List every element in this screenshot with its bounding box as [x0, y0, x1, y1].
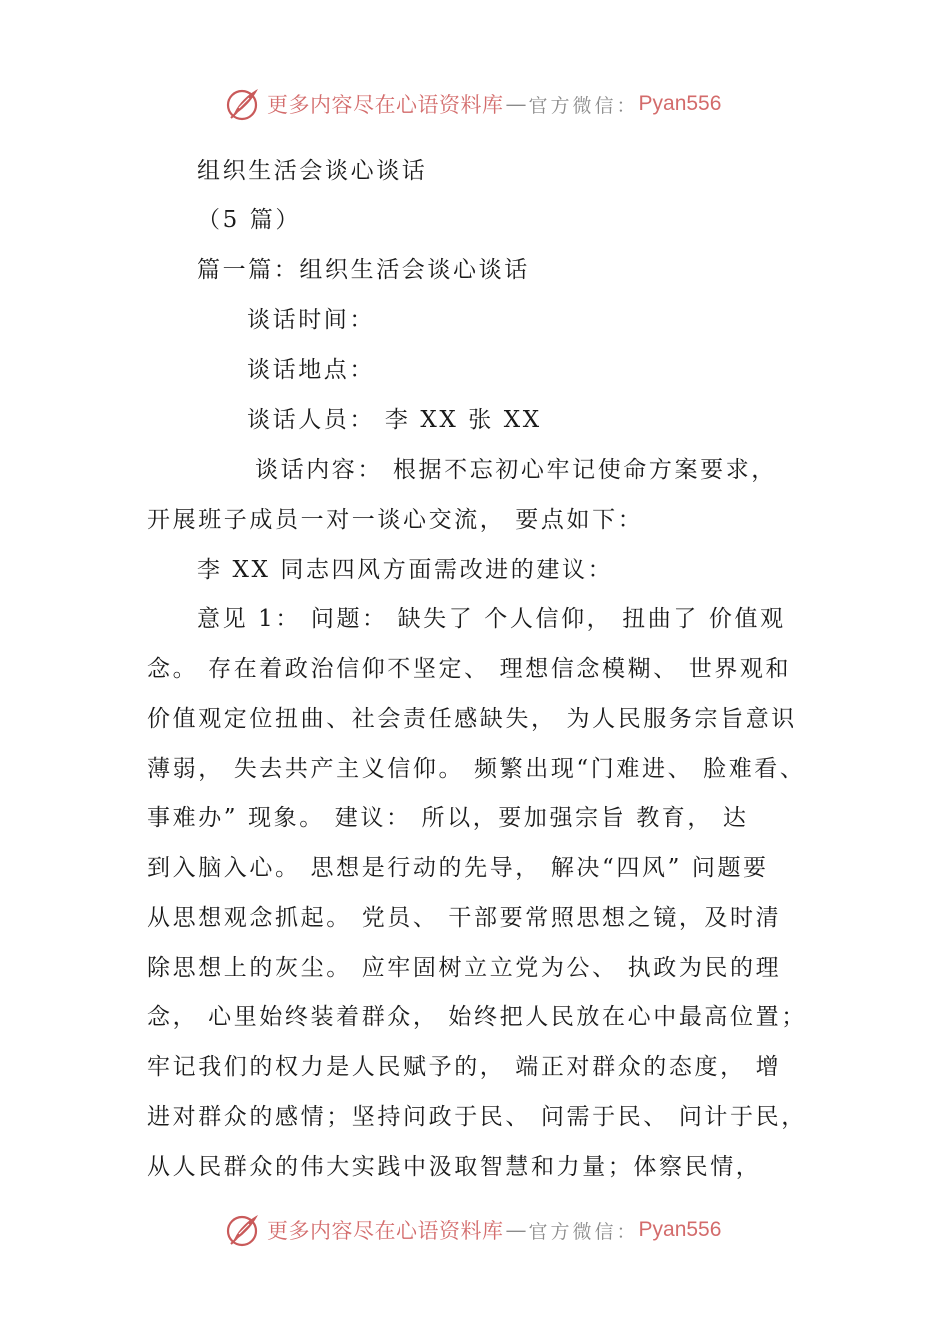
- quill-logo-icon: [225, 86, 261, 122]
- paragraph-line: 进对群众的感情；坚持问政于民、 问需于民、 问计于民，: [147, 1104, 807, 1130]
- paragraph-line: 从人民群众的伟大实践中汲取智慧和力量；体察民情，: [147, 1154, 762, 1180]
- document-title: 组织生活会谈心谈话: [197, 158, 428, 184]
- paragraph-line: 李 XX 同志四风方面需改进的建议：: [197, 557, 614, 583]
- document-count: （5 篇）: [197, 207, 301, 233]
- paragraph-line: 开展班子成员一对一谈心交流， 要点如下：: [147, 507, 644, 533]
- paragraph-line: 除思想上的灰尘。 应牢固树立立党为公、 执政为民的理: [147, 955, 782, 981]
- paragraph-line: 价值观定位扭曲、社会责任感缺失， 为人民服务宗旨意识: [147, 706, 797, 732]
- quill-logo-icon: [225, 1212, 261, 1248]
- watermark-site-text: 更多内容尽在心语资料库: [267, 93, 504, 117]
- watermark-separator: —: [505, 1218, 527, 1242]
- watermark-wechat-id: Pyan556: [638, 1218, 722, 1241]
- paragraph-line: 念， 心里始终装着群众， 始终把人民放在心中最高位置；: [147, 1004, 807, 1030]
- section-heading: 篇一篇：组织生活会谈心谈话: [197, 257, 530, 283]
- place-label: 谈话地点：: [247, 357, 375, 383]
- paragraph-line: 意见 1： 问题： 缺失了 个人信仰， 扭曲了 价值观: [197, 606, 786, 632]
- paragraph-line: 到入脑入心。 思想是行动的先导， 解决“四风” 问题要: [147, 855, 769, 881]
- time-label: 谈话时间：: [247, 307, 375, 333]
- paragraph-line: 牢记我们的权力是人民赋予的， 端正对群众的态度， 增: [147, 1054, 782, 1080]
- watermark-wechat-id: Pyan556: [638, 92, 722, 115]
- paragraph-line: 谈话内容： 根据不忘初心牢记使命方案要求，: [255, 457, 777, 483]
- people-label: 谈话人员： 李 XX 张 XX: [247, 407, 542, 433]
- paragraph-line: 念。 存在着政治信仰不坚定、 理想信念模糊、 世界观和: [147, 656, 792, 682]
- watermark-official-label: 官方微信：: [528, 94, 639, 117]
- paragraph-line: 从思想观念抓起。 党员、 干部要常照思想之镜，及时清: [147, 905, 782, 931]
- paragraph-line: 事难办” 现象。 建议： 所以，要加强宗旨 教育， 达: [147, 805, 749, 831]
- watermark-official-label: 官方微信：: [528, 1220, 639, 1243]
- watermark-site-text: 更多内容尽在心语资料库: [267, 1219, 504, 1243]
- paragraph-line: 薄弱， 失去共产主义信仰。 频繁出现“门难进、 脸难看、: [147, 756, 806, 782]
- footer-watermark: [225, 1210, 721, 1250]
- header-watermark: [225, 84, 721, 124]
- watermark-separator: —: [505, 92, 527, 116]
